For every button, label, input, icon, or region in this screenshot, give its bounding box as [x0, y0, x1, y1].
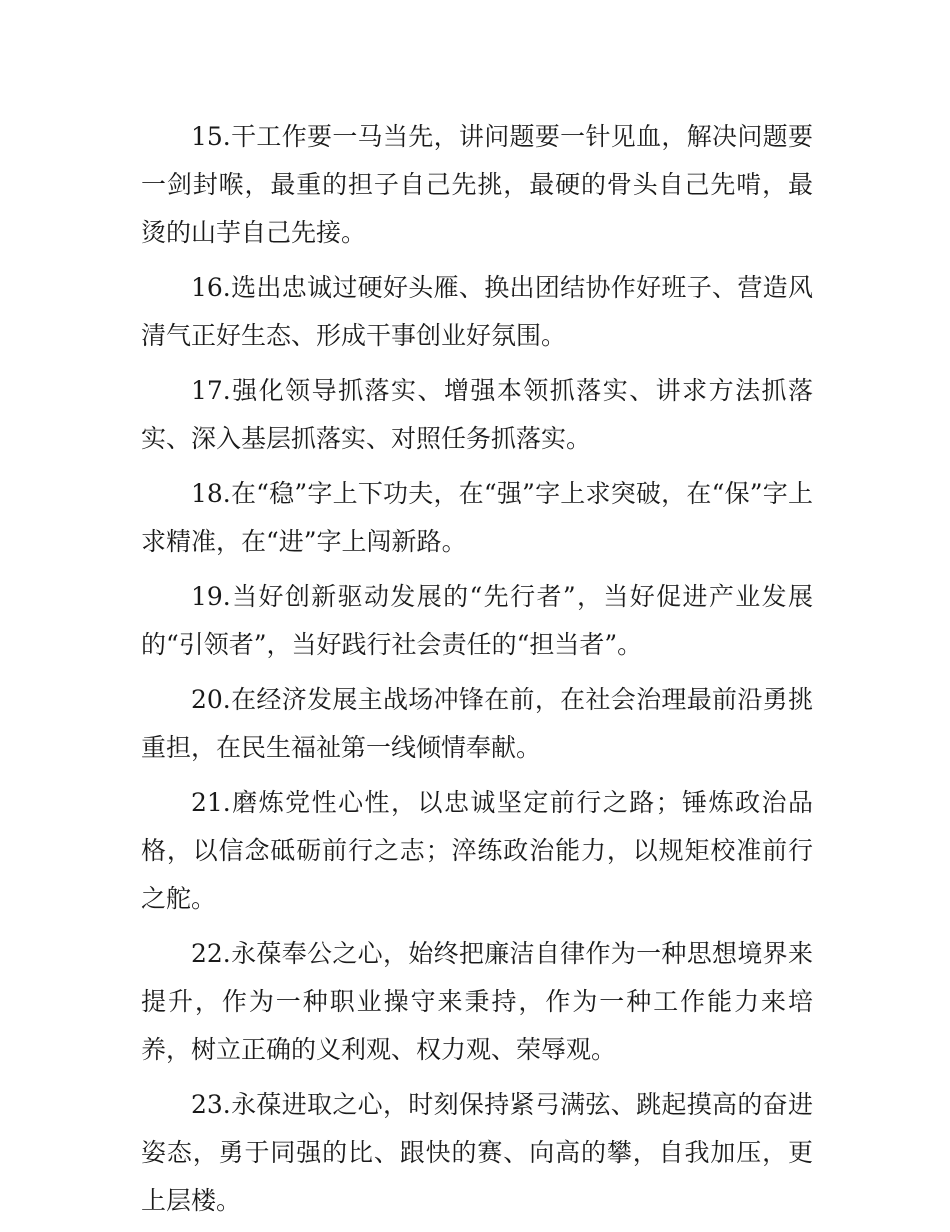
paragraph-22: 22.永葆奉公之心，始终把廉洁自律作为一种思想境界来提升，作为一种职业操守来秉持，作为一种工作能力来培养，树立正确的义利观、权力观、荣辱观。 [141, 939, 813, 1064]
paragraph-15: 15.干工作要一马当先，讲问题要一针见血，解决问题要一剑封喉，最重的担子自己先挑，最硬的骨头自己先啃，最烫的山芋自己先接。 [141, 122, 813, 247]
paragraph-16: 16.选出忠诚过硬好头雁、换出团结协作好班子、营造风清气正好生态、形成干事创业好氛围。 [141, 273, 813, 350]
paragraph-20: 20.在经济发展主战场冲锋在前，在社会治理最前沿勇挑重担，在民生福祉第一线倾情奉献。 [141, 685, 813, 762]
paragraph-17: 17.强化领导抓落实、增强本领抓落实、讲求方法抓落实、深入基层抓落实、对照任务抓落实。 [141, 376, 813, 453]
paragraph-19: 19.当好创新驱动发展的“先行者”，当好促进产业发展的“引领者”，当好践行社会责任的“担当者”。 [141, 582, 813, 659]
paragraph-18: 18.在“稳”字上下功夫，在“强”字上求突破，在“保”字上求精准，在“进”字上闯新路。 [141, 479, 813, 556]
paragraph-21: 21.磨炼党性心性，以忠诚坚定前行之路；锤炼政治品格，以信念砥砺前行之志；淬练政治能力，以规矩校准前行之舵。 [141, 788, 813, 913]
paragraph-23: 23.永葆进取之心，时刻保持紧弓满弦、跳起摸高的奋进姿态，勇于同强的比、跟快的赛、向高的攀，自我加压，更上层楼。 [141, 1090, 813, 1215]
document-body [141, 113, 813, 1232]
